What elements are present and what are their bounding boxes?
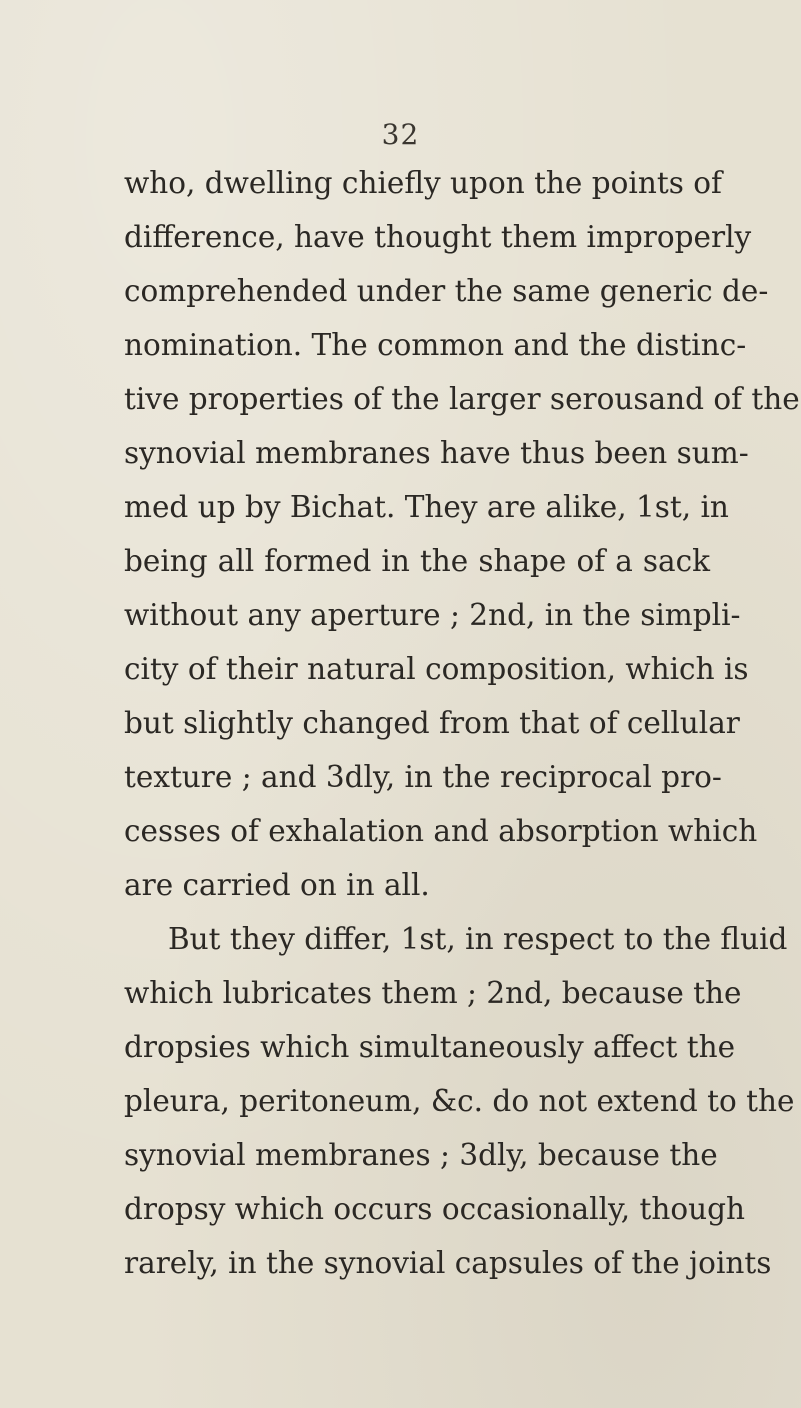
text-line: tive properties of the larger serousand of the [124, 382, 800, 416]
text-line: but slightly changed from that of cellular [124, 706, 740, 740]
text-line: nomination. The common and the distinc- [124, 328, 747, 362]
text-line: pleura, peritoneum, &c. do not extend to the [124, 1084, 795, 1118]
text-line: texture ; and 3dly, in the reciprocal pro- [124, 760, 722, 794]
text-line: synovial membranes have thus been sum- [124, 436, 749, 470]
text-line: med up by Bichat. They are alike, 1st, in [124, 490, 729, 524]
text-line: city of their natural composition, which is [124, 652, 749, 686]
text-line: are carried on in all. [124, 868, 430, 902]
text-line: being all formed in the shape of a sack [124, 544, 710, 578]
text-line: comprehended under the same generic de- [124, 274, 769, 308]
text-line: difference, have thought them improperly [124, 220, 752, 254]
text-line: dropsies which simultaneously affect the [124, 1030, 736, 1064]
text-line: rarely, in the synovial capsules of the joints [124, 1246, 772, 1280]
text-line: which lubricates them ; 2nd, because the [124, 976, 742, 1010]
text-line: who, dwelling chiefly upon the points of [124, 166, 722, 200]
text-line: without any aperture ; 2nd, in the simpli- [124, 598, 741, 632]
text-line: synovial membranes ; 3dly, because the [124, 1138, 718, 1172]
text-line: dropsy which occurs occasionally, though [124, 1192, 745, 1226]
text-line: cesses of exhalation and absorption which [124, 814, 758, 848]
page-number: 32 [381, 118, 420, 151]
text-line-indented: But they differ, 1st, in respect to the fluid [168, 922, 788, 956]
